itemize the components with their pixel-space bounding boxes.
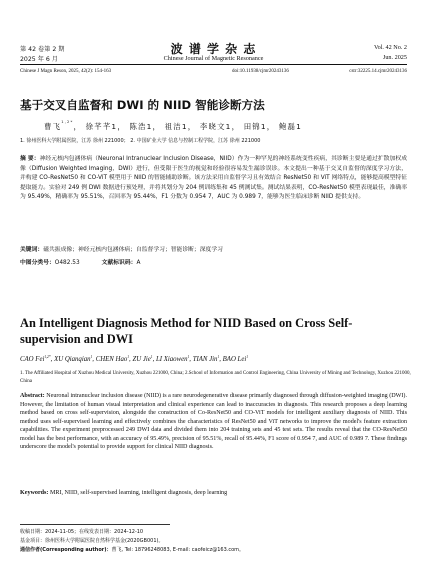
affiliations-cn: 1. 徐州医科大学附属医院，江苏 徐州 221000； 2. 中国矿业大学 信息与控制工程学院，江苏 徐州 221000 bbox=[20, 138, 261, 144]
author-en-sup: 1 bbox=[150, 355, 153, 359]
affiliations-en: 1. The Affiliated Hospital of Xuzhou Medical University, Xuzhou 221000, China; 2.School of Information and Control Engineering, China University of Mining and Technology, Xuzhou 221000, China bbox=[20, 371, 411, 384]
header-date-cn: 2025 年 6 月 bbox=[20, 56, 58, 63]
author-en-sup: 1 bbox=[217, 355, 220, 359]
author-en-name: CAO Fei bbox=[20, 356, 45, 363]
title-cn: 基于交叉自监督和 DWI 的 NIID 智能诊断方法 bbox=[20, 98, 265, 112]
footnote-contact bbox=[20, 547, 244, 554]
authors-en bbox=[20, 356, 410, 363]
header-date-en: Jun. 2025 bbox=[382, 54, 407, 61]
header-journal-cn: 波 谱 学 杂 志 bbox=[170, 42, 257, 56]
classification-label: 中图分类号： bbox=[20, 260, 55, 266]
header-volume-cn: 第 42 卷第 2 期 bbox=[20, 46, 65, 53]
author-en bbox=[223, 356, 248, 363]
author-en-sup: 1 bbox=[90, 355, 93, 359]
author-en-name: TIAN Jin bbox=[192, 356, 218, 363]
footnote-received: 收稿日期：2024-11-05；在线发表日期：2024-12-10 bbox=[20, 529, 144, 535]
author-en bbox=[132, 356, 152, 363]
footnote-fund: 基金项目：徐州医科大学附属医院自然科学基金(2020GB001)。 bbox=[20, 538, 164, 544]
footnote-rule bbox=[20, 524, 170, 525]
header-rule bbox=[20, 64, 407, 65]
author-en bbox=[192, 355, 223, 363]
authors-cn-first-sup: 1,2* bbox=[61, 120, 74, 124]
author-en bbox=[20, 356, 51, 363]
classification-value: O482.53 bbox=[54, 260, 80, 266]
author-en bbox=[54, 356, 92, 363]
author-en-name: CHEN Hao bbox=[95, 356, 128, 363]
abstract-cn-label: 摘 要： bbox=[20, 156, 40, 162]
author-en-sup: 1 bbox=[187, 355, 190, 359]
citation-ref: Chinese J Magn Reson, 2025, 42(2): 154-163 bbox=[20, 69, 112, 74]
author-en bbox=[96, 356, 129, 363]
citation-doi: doi:10.11938/cjmr20243136 bbox=[232, 69, 289, 74]
abstract-cn-text: 神经元核内包涵体病（Neuronal Intranuclear Inclusion Disease，NIID）作为一种罕见的神经系统变性疾病，其诊断主要是通过扩散加权成像（Diffusion Weighted Imaging，DWI）进行，但受限于医生的视觉和经验很容易发生漏诊误诊。本文提出一种基于交叉自监督的深度学习方法，并构建 CO-ResNet50 和 CO-ViT 模型用于 NIID 的智能辅助诊断。该方法采用自监督学习且有效结合 ResNet50 和 ViT 网络特点，能够提高模型特征提取能力。实验对 249 例 DWI 数据进行预处理，并将其划分为 204 例训练集和 45 例测试集。测试结果表明，CO-ResNet50 模型表现最佳，准确率为 95.49%，精确率为 95.51%，召回率为 95.44%，F1 分数为 0.954 7，AUC 为 0.989 7，能够为医生临床诊断 NIID 提供支持。 bbox=[20, 156, 407, 201]
author-en-name: XU Qianqian bbox=[54, 356, 91, 363]
keywords-en-text: MRI, NIID, self-supervised learning, intelligent diagnosis, deep learning bbox=[49, 490, 228, 496]
author-separator: , bbox=[92, 356, 96, 363]
keywords-cn bbox=[20, 244, 407, 253]
author-separator: , bbox=[219, 356, 223, 363]
header-volume-en: Vol. 42 No. 2 bbox=[373, 44, 407, 51]
author-en-sup: 1,2* bbox=[44, 355, 51, 359]
citation-cstr: cstr:32225.14.cjmr20243136 bbox=[349, 69, 407, 74]
footnote-contact-text: 曹飞, Tel: 18796248083, E-mail: caofeicz@163.com。 bbox=[111, 547, 245, 553]
author-separator: , bbox=[189, 356, 193, 363]
author-en-sup: 1 bbox=[127, 355, 130, 359]
abstract-en bbox=[20, 392, 407, 452]
authors-cn-rest: ， 徐芊芊1， 陈浩1， 祖洁1， 李晓文1， 田锦1， 鲍磊1 bbox=[73, 122, 303, 131]
author-en-name: ZU Jie bbox=[132, 356, 151, 363]
abstract-en-text: Neuronal intranuclear inclusion disease (NIID) is a rare neurodegenerative disease primarily diagnosed through diffusion-weighted imaging (DWI). However, the limitation of human visual interpretation and clinical experience can lead to inaccuracies in diagnosis. This research proposes a deep learning method based on cross self-supervision, alongside the construction of Co-ResNet50 and CO-ViT models for intelligent auxiliary diagnosis of NIID. This method uses self-supervised learning and effectively combines the characteristics of ResNet50 and ViT networks to improve the model's feature extraction capabilities. The experiment preprocessed 249 DWI data and divided them into 204 training sets and 45 test sets. The results reveal that the CO-ResNet50 model has the best performance, with an accuracy of 95.49%, precision of 95.51%, recall of 95.44%, F1 score of 0.954 7, and AUC of 0.989 7. These findings underscore the model's potential to provide support for clinical NIID diagnosis. bbox=[20, 393, 407, 450]
keywords-cn-label: 关键词： bbox=[20, 247, 44, 253]
author-separator: , bbox=[50, 356, 55, 363]
author-en-name: BAO Lei bbox=[222, 356, 247, 363]
author-en-name: LI Xiaowen bbox=[155, 356, 188, 363]
keywords-en-label: Keywords: bbox=[20, 490, 49, 496]
document-code-label: 文献标识码： bbox=[101, 260, 137, 266]
title-en: An Intelligent Diagnosis Method for NIID Based on Cross Self-supervision and DWI bbox=[20, 316, 353, 346]
document-code-value: A bbox=[136, 260, 141, 266]
classification bbox=[20, 257, 140, 266]
keywords-cn-text: 磁共振成像；神经元核内包涵体病；自监督学习；智能诊断；深度学习 bbox=[43, 247, 223, 253]
keywords-en bbox=[20, 490, 407, 496]
author-en bbox=[156, 356, 189, 363]
footnote-contact-label: 通信作者(Corresponding author)： bbox=[20, 547, 112, 553]
abstract-cn bbox=[20, 155, 407, 203]
abstract-en-label: Abstract: bbox=[20, 393, 45, 399]
author-en-sup: 1 bbox=[246, 355, 249, 359]
author-separator: , bbox=[129, 356, 133, 363]
authors-cn-first: 曹飞 bbox=[44, 122, 62, 131]
authors-cn bbox=[44, 121, 302, 132]
header-journal-en: Chinese Journal of Magnetic Resonance bbox=[163, 55, 264, 62]
author-separator: , bbox=[152, 356, 156, 363]
